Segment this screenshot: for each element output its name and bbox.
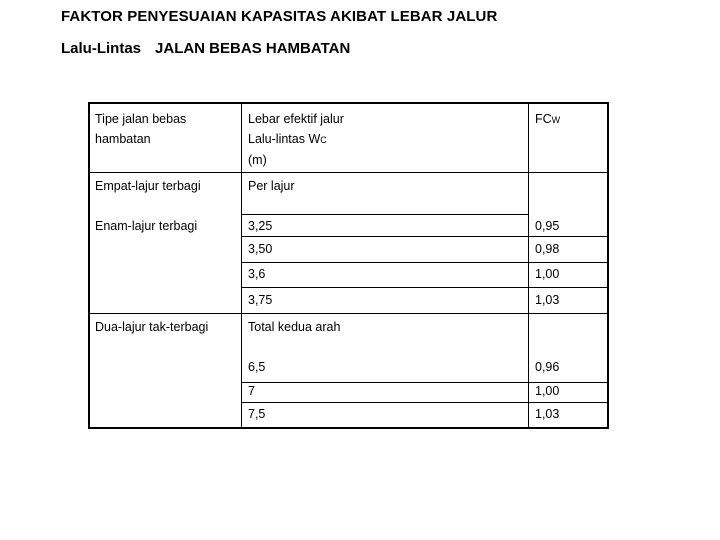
table-cell-width: 3,25 <box>248 219 273 233</box>
group-empat-note: Per lajur <box>248 179 295 193</box>
subtitle-part-1: Lalu-Lintas <box>61 40 142 57</box>
col-divider-1 <box>241 104 242 427</box>
header-col1 <box>95 109 186 149</box>
table-cell-factor: 1,00 <box>535 384 560 398</box>
header-col2-line2 <box>248 129 344 150</box>
subtitle-part-2: JALAN BEBAS HAMBATAN <box>155 40 351 57</box>
group-dua-note: Total kedua arah <box>248 320 341 334</box>
header-col3-subscript: W <box>551 115 561 125</box>
table-cell-width: 6,5 <box>248 360 266 374</box>
capacity-factor-table <box>88 102 609 429</box>
table-cell-width: 7,5 <box>248 407 266 421</box>
row-divider-enam-3 <box>241 262 607 263</box>
col-divider-2 <box>528 104 529 427</box>
row-divider-enam-1 <box>241 214 528 215</box>
header-col2-line1: Lebar efektif jalur <box>248 112 344 126</box>
group-dua-type: Dua-lajur tak-terbagi <box>95 320 209 334</box>
table-cell-factor: 1,03 <box>535 293 560 307</box>
header-col1-line2: hambatan <box>95 132 151 146</box>
header-col2-line3: (m) <box>248 153 267 167</box>
header-col1-line1: Tipe jalan bebas <box>95 112 187 126</box>
page-title: FAKTOR PENYESUAIAN KAPASITAS AKIBAT LEBAR JALUR <box>61 8 498 25</box>
header-col2 <box>248 109 344 170</box>
table-cell-factor: 0,98 <box>535 242 560 256</box>
header-col2-line2-text: Lalu-lintas W <box>248 132 321 146</box>
table-cell-factor: 1,00 <box>535 267 560 281</box>
table-cell-factor: 0,95 <box>535 219 560 233</box>
group-enam-type: Enam-lajur terbagi <box>95 219 198 233</box>
header-col3 <box>535 109 560 130</box>
page-subtitle <box>61 40 350 57</box>
row-divider-dua-2 <box>241 402 607 403</box>
table-cell-factor: 1,03 <box>535 407 560 421</box>
group-empat-type: Empat-lajur terbagi <box>95 179 201 193</box>
header-col2-subscript: C <box>320 135 327 145</box>
table-cell-factor: 0,96 <box>535 360 560 374</box>
row-divider-enam-2 <box>241 236 607 237</box>
table-cell-width: 3,50 <box>248 242 273 256</box>
table-cell-width: 7 <box>248 384 255 398</box>
row-divider-group-2 <box>90 313 607 314</box>
table-cell-width: 3,6 <box>248 267 266 281</box>
row-divider-header <box>90 172 607 173</box>
header-col3-text: FC <box>535 112 552 126</box>
row-divider-enam-4 <box>241 287 607 288</box>
table-cell-width: 3,75 <box>248 293 273 307</box>
